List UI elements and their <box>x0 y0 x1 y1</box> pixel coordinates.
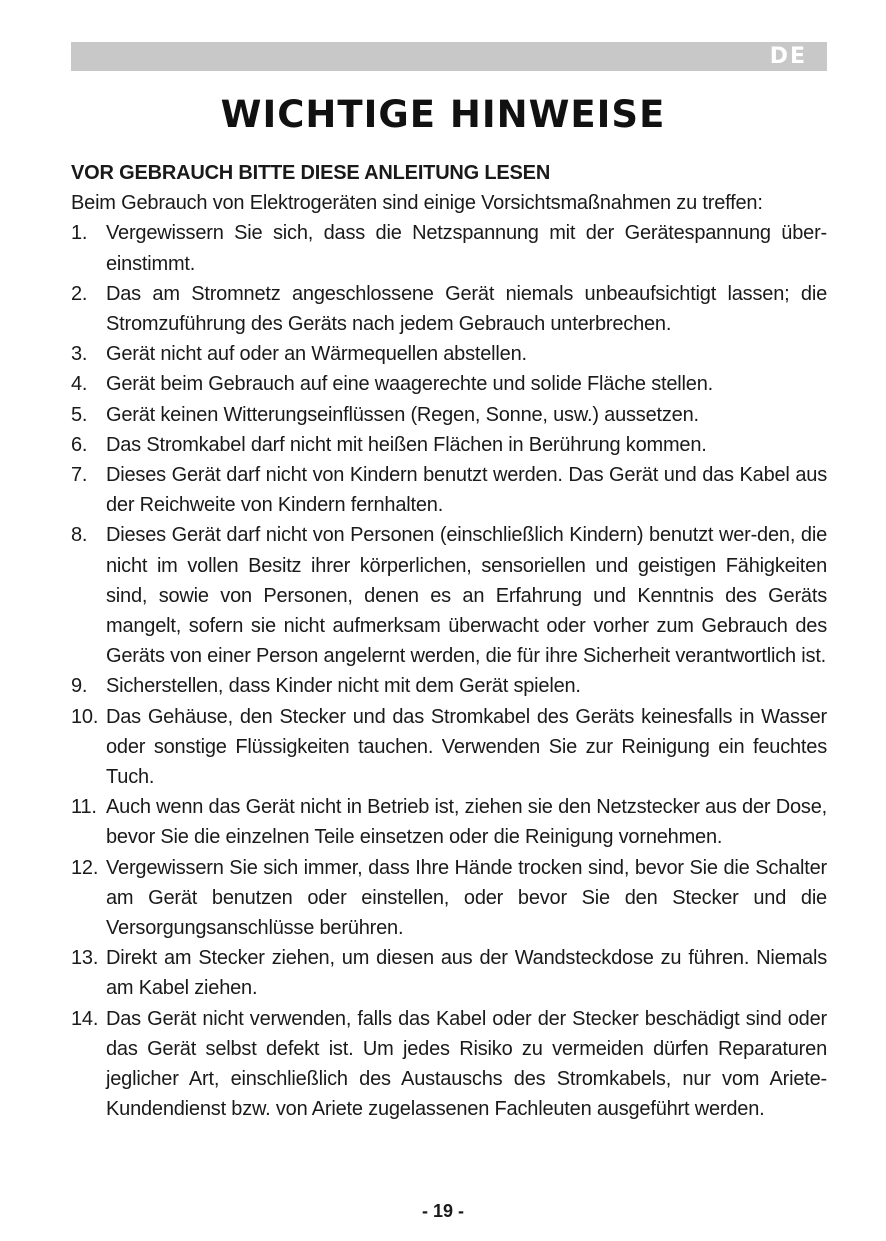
page-title: WICHTIGE HINWEISE <box>220 93 666 136</box>
item-text: Dieses Gerät darf nicht von Kindern benutzt werden. Das Gerät und das Kabel aus der Reichweite von Kindern fernhalten. <box>106 464 827 517</box>
list-item <box>71 520 827 671</box>
list-item <box>71 671 827 701</box>
item-number: 14. <box>71 1007 99 1030</box>
item-text: Das am Stromnetz angeschlossene Gerät niemals unbeaufsichtigt lassen; die Stromzuführung des Geräts nach jedem Gebrauch unterbrechen. <box>106 282 827 336</box>
list-item <box>71 460 827 520</box>
item-text: Sicherstellen, dass Kinder nicht mit dem Gerät spielen. <box>106 675 581 698</box>
list-item <box>71 943 827 1003</box>
list-item <box>71 1004 827 1125</box>
item-number: 10. <box>71 705 99 728</box>
list-item <box>71 853 827 944</box>
item-number: 6. <box>71 433 88 456</box>
item-text: Gerät beim Gebrauch auf eine waagerechte und solide Fläche stellen. <box>106 373 713 396</box>
item-text: Gerät nicht auf oder an Wärmequellen abstellen. <box>106 343 527 366</box>
item-text: Auch wenn das Gerät nicht in Betrieb ist, ziehen sie den Netzstecker aus der Dose, bevor Sie die einzelnen Teile einsetzen oder die Reinigung vornehmen. <box>106 796 827 849</box>
item-number: 7. <box>71 464 88 487</box>
item-number: 4. <box>71 373 88 396</box>
safety-list <box>71 218 827 1124</box>
content-area <box>71 158 827 1125</box>
item-number: 9. <box>71 675 88 698</box>
item-text: Direkt am Stecker ziehen, um diesen aus der Wandsteckdose zu führen. Niemals am Kabel ziehen. <box>106 947 827 1000</box>
list-item <box>71 430 827 460</box>
item-text: Das Gerät nicht verwenden, falls das Kabel oder der Stecker beschädigt sind oder das Gerät selbst defekt ist. Um jedes Risiko zu vermeiden dürfen Reparaturen jeglicher Art, einschließlich des Austauschs des Stromkabels, nur vom Ariete- Kundendienst bzw. von Ariete zugelassenen Fachleuten ausgeführt werden. <box>106 1007 827 1121</box>
list-item <box>71 792 827 852</box>
item-text: Gerät keinen Witterungseinflüssen (Regen, Sonne, usw.) aussetzen. <box>106 403 699 426</box>
item-text: Vergewissern Sie sich, dass die Netzspannung mit der Gerätespannung über-einstimmt. <box>106 222 827 275</box>
item-number: 11. <box>71 796 97 819</box>
item-text: Vergewissern Sie sich immer, dass Ihre Hände trocken sind, bevor Sie die Schalter am Gerät benutzen oder einstellen, oder bevor Sie den Stecker und die Versorgungsanschlüsse berühren. <box>106 856 827 940</box>
item-text: Dieses Gerät darf nicht von Personen (einschließlich Kindern) benutzt wer-den, die nicht im vollen Besitz ihrer körperlichen, sensoriellen und geistigen Fähigkeiten sind, sowie von Personen, denen es an Erfahrung und Kenntnis des Geräts mangelt, sofern sie nicht aufmerksam überwacht oder vorher zum Gebrauch des Geräts von einer Person angelernt werden, die für ihre Sicherheit verantwortlich ist. <box>106 524 827 668</box>
item-number: 13. <box>71 947 99 970</box>
item-number: 3. <box>71 343 88 366</box>
list-item <box>71 339 827 369</box>
list-item <box>71 218 827 278</box>
item-text: Das Stromkabel darf nicht mit heißen Flächen in Berührung kommen. <box>106 433 707 456</box>
item-number: 1. <box>71 222 88 245</box>
item-number: 2. <box>71 282 88 305</box>
list-item <box>71 279 827 339</box>
item-number: 5. <box>71 403 88 426</box>
list-item <box>71 702 827 793</box>
page-number: - 19 - <box>421 1201 464 1221</box>
intro-text: Beim Gebrauch von Elektrogeräten sind einige Vorsichtsmaßnahmen zu treffen: <box>71 192 763 215</box>
language-code: DE <box>769 44 807 69</box>
language-bar <box>71 42 827 71</box>
item-number: 12. <box>71 856 99 879</box>
item-text: Das Gehäuse, den Stecker und das Stromkabel des Geräts keinesfalls in Wasser oder sonstige Flüssigkeiten tauchen. Verwenden Sie zur Reinigung ein feuchtes Tuch. <box>106 705 827 789</box>
list-item <box>71 369 827 399</box>
item-number: 8. <box>71 524 88 547</box>
list-item <box>71 400 827 430</box>
section-heading: VOR GEBRAUCH BITTE DIESE ANLEITUNG LESEN <box>71 162 551 184</box>
